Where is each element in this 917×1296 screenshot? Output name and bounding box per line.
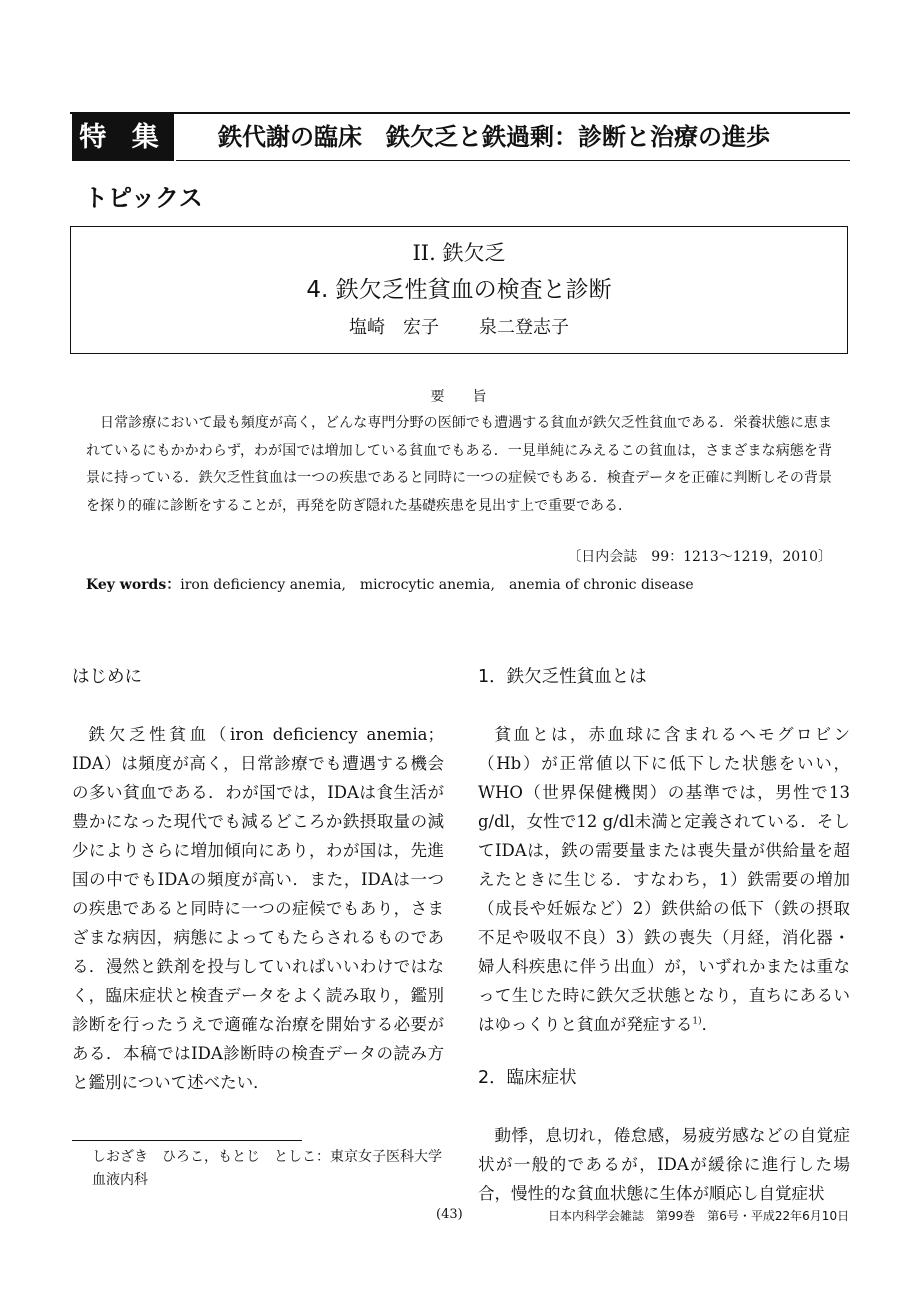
section1-paragraph — [478, 720, 850, 1039]
section1-text: 貧血とは，赤血球に含まれるヘモグロビン（Hb）が正常値以下に低下した状態をいい，WHO（世界保健機関）の基準では，男性で13 g/dl，女性で12 g/dl未満と定義されている．そしてIDAは，鉄の需要量または喪失量が供給量を超えたときに生じる．すなわち，1）鉄需要の増加（成長や妊娠など）2）鉄供給の低下（鉄の摂取不足や吸収不良）3）鉄の喪失（月経，消化器・婦人科疾患に伴う出血）が，いずれかまたは重なって生じた時に鉄欠乏状態となり，直ちにあるいはゆっくりと貧血が発症する — [478, 725, 850, 1034]
summary-text: 日常診療において最も頻度が高く，どんな専門分野の医師でも遭遇する貧血が鉄欠乏性貧血である．栄養状態に恵まれているにもかかわらず，わが国では増加している貧血でもある．一見単純にみえるこの貧血は，さまざまな病態を背景に持っている．鉄欠乏性貧血は一つの疾患であると同時に一つの症候でもある．検査データを正確に判断しその背景を探り的確に診断をすることが，再発を防ぎ隠れた基礎疾患を見出す上で重要である． — [86, 415, 832, 514]
intro-paragraph: 鉄欠乏性貧血（iron deficiency anemia；IDA）は頻度が高く，日常診療でも遭遇する機会の多い貧血である．わが国では，IDAは食生活が豊かになった現代でも減るどころか鉄摂取量の減少によりさらに増加傾向にあり，わが国は，先進国の中でもIDAの頻度が高い．また，IDAは一つの疾患であると同時に一つの症候でもあり，さまざまな病因，病態によってもたらされるものである．漫然と鉄剤を投与していればいいわけではなく，臨床症状と検査データをよく読み取り，鑑別診断を行ったうえで適確な治療を開始する必要がある．本稿ではIDA診断時の検査データの読み方と鑑別について述べたい． — [72, 725, 444, 1092]
footnote-rule — [72, 1140, 302, 1141]
section2-paragraph: 動悸，息切れ，倦怠感，易疲労感などの自覚症状が一般的であるが，IDAが緩徐に進行した場合，慢性的な貧血状態に生体が順応し自覚症状 — [478, 1126, 850, 1203]
topics-label: トピックス — [84, 184, 203, 212]
section1-heading: 1．鉄欠乏性貧血とは — [478, 667, 647, 687]
summary-heading: 要 旨 — [430, 389, 487, 405]
authors — [71, 313, 847, 339]
author-2: 泉二登志子 — [479, 317, 569, 338]
journal-info: 日本内科学会雑誌 第99巻 第6号・平成22年6月10日 — [548, 1209, 850, 1223]
keywords-label: Key words： — [86, 577, 181, 593]
reference-1: 1) — [692, 1016, 702, 1027]
article-title: 4. 鉄欠乏性貧血の検査と診断 — [306, 277, 612, 303]
keywords-list: iron deficiency anemia, microcytic anemia, anemia of chronic disease — [180, 577, 694, 593]
right-column — [478, 662, 850, 1208]
intro-heading: はじめに — [72, 667, 142, 687]
section2-heading: 2．臨床症状 — [478, 1068, 577, 1088]
keywords — [86, 574, 694, 594]
author-footnote: しおざき ひろこ，もとじ としこ：東京女子医科大学血液内科 — [92, 1149, 442, 1188]
section1-end: ． — [701, 1015, 719, 1034]
feature-title: 鉄代謝の臨床 鉄欠乏と鉄過剰：診断と治療の進歩 — [218, 123, 770, 151]
section-label: II. 鉄欠乏 — [412, 241, 506, 265]
header-underline — [176, 160, 850, 161]
title-box — [70, 226, 848, 354]
left-column — [72, 662, 444, 1097]
page-number: (43) — [436, 1207, 463, 1222]
citation: 〔日内会誌 99：1213～1219，2010〕 — [567, 549, 832, 565]
feature-tag: 特 集 — [72, 114, 174, 161]
author-1: 塩崎 宏子 — [349, 317, 439, 338]
